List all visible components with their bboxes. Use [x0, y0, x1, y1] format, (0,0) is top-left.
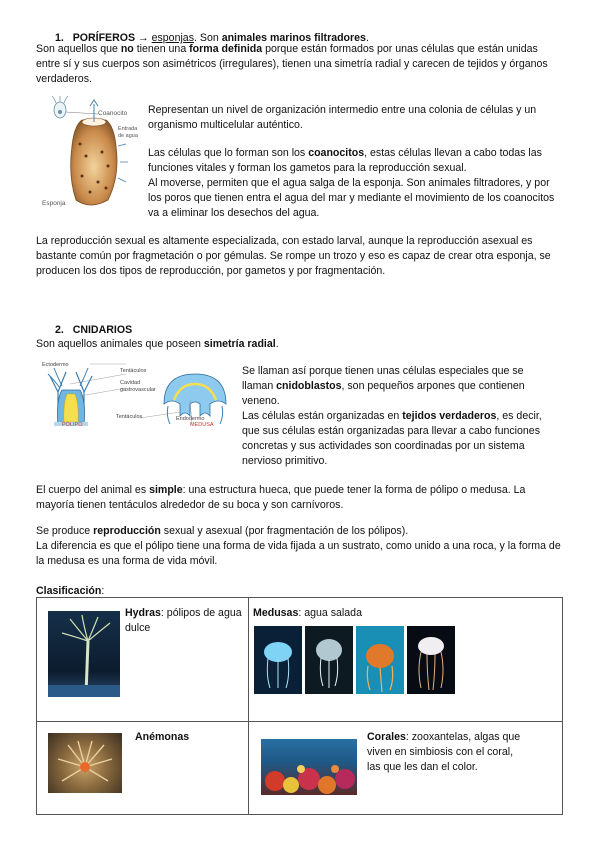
hydras-caption [125, 606, 245, 636]
jellyfish-icon [305, 626, 353, 694]
hydra-image [48, 611, 120, 697]
section1-para4: La reproducción sexual es altamente especializada, con estado larval, aunque la reproducción asexual es bastante común por fragmetación o por gémulas. Se rompe un trozo y eso es capaz de crear otra esponja, se producen los dos tipos de reproducción, por gametos y por fragmentación. [36, 235, 551, 277]
label-esponja: Esponja [42, 200, 66, 207]
label-cavidad: Cavidad gastrovascular [120, 380, 156, 393]
section2-para4 [36, 524, 564, 539]
jellyfish-icon [254, 626, 302, 694]
s2-para4-c: sexual y asexual (por fragmentación de los pólipos). [160, 525, 409, 537]
classification-table [36, 597, 563, 815]
s2-para2-c: , es decir, que sus células están organizadas para llevar a cabo funciones concretas y sus actividades son coordinadas por un sistema nervioso primitivo. [242, 410, 542, 467]
intro-no: no [120, 43, 134, 55]
coral-image [261, 739, 357, 795]
label-polipo: PÓLIPO [62, 422, 83, 428]
anemone-photo [48, 733, 122, 793]
medusas-caption [253, 606, 362, 621]
label-ectodermo: Ectodermo [42, 362, 69, 368]
tejidos-verdaderos-term: tejidos verdaderos [402, 410, 497, 422]
label-coanocito: Coanocito [98, 110, 128, 117]
table-row [37, 598, 563, 722]
intro-text-c: porque están formados por unas células que están unidas entre sí y sus cuerpos son asimétricos (irregulares), tienen una simetría radial y carecen de tejidos y órganos verdaderos. [36, 43, 548, 85]
intro-text-b: tienen una [133, 43, 190, 55]
jellyfish-icon [356, 626, 404, 694]
label-medusa: MEDUSA [190, 422, 214, 428]
cell-corales [249, 722, 563, 815]
section1-intro [36, 42, 564, 87]
label-endodermo: Endodermo [176, 416, 205, 422]
simple-term: simple [149, 484, 183, 496]
heading-sep: . Son [194, 32, 222, 44]
jellyfish-icon [407, 626, 455, 694]
cell-anemonas [37, 722, 249, 815]
section2-para5: La diferencia es que el pólipo tiene una forma de vida fijada a un sustrato, como unido a una roca, y la forma de la medusa es una forma de vida móvil. [36, 540, 561, 567]
s2-para4-a: Se produce [36, 525, 94, 537]
intro-text-a: Son aquellos que [36, 43, 121, 55]
label-tentaculos-bottom: Tentáculos [116, 414, 143, 420]
s2-para2-a: Las células están organizadas en [242, 410, 403, 422]
sponge-illustration [40, 96, 144, 216]
arrow-right-icon: → [138, 32, 149, 44]
anemonas-caption [135, 730, 189, 745]
section1-number: 1. [55, 32, 64, 44]
cnidarian-figure [40, 360, 238, 430]
section2-para3 [36, 483, 564, 513]
clasificacion-colon: : [101, 585, 105, 597]
coanocitos-term: coanocitos [308, 147, 365, 159]
sponge-figure [40, 96, 144, 216]
section2-para2 [242, 409, 542, 469]
section1-para1: Representan un nivel de organización intermedio entre una colonia de células y un organismo multicelular auténtico. [148, 104, 537, 131]
s2-para3-c: : una estructura hueca, que puede tener la forma de pólipo o medusa. La mayoría tienen tentáculos alrededor de su boca y son carnívoros. [36, 484, 526, 511]
table-row [37, 722, 563, 815]
section2-para1 [242, 364, 542, 409]
s2-para1-c: , son pequeños arpones que contienen veneno. [242, 380, 525, 407]
simetria-radial-term: simetría radial [203, 338, 276, 350]
clasificacion-title: Clasificación [36, 585, 102, 597]
label-tentaculos-top: Tentáculos [120, 368, 147, 374]
section2-number: 2. [55, 324, 64, 336]
anemone-image [48, 733, 122, 793]
anemonas-term: Anémonas [135, 731, 190, 743]
s2-para1-a: Se llaman así porque tienen unas células especiales que se llaman [242, 365, 524, 392]
hydras-desc: : pólipos de agua dulce [125, 607, 242, 634]
section1-title: PORÍFEROS [72, 32, 136, 44]
hydra-photo [48, 611, 120, 697]
medusa-photo-2 [305, 626, 353, 694]
section1-para2 [148, 146, 563, 176]
coral-photo [261, 739, 357, 795]
s2-para3-a: El cuerpo del animal es [36, 484, 150, 496]
reproduccion-term: reproducción [93, 525, 161, 537]
cnidoblastos-term: cnidoblastos [276, 380, 342, 392]
para2-text-a: Las células que lo forman son los [148, 147, 309, 159]
medusas-desc: : agua salada [298, 607, 362, 619]
esponjas-link[interactable]: esponjas [151, 32, 194, 44]
medusas-term: Medusas [253, 607, 299, 619]
medusa-photo-1 [254, 626, 302, 694]
medusa-photo-3 [356, 626, 404, 694]
cell-hydras [37, 598, 249, 722]
label-entrada-agua: Entrada de agua [118, 126, 138, 139]
s2-intro-a: Son aquellos animales que poseen [36, 338, 204, 350]
section1-subtitle: animales marinos filtradores [221, 32, 366, 44]
s2-intro-c: . [275, 338, 279, 350]
section2-title: CNIDARIOS [72, 324, 133, 336]
section2-heading [55, 323, 132, 338]
corales-term: Corales [367, 731, 406, 743]
section1-para3: Al moverse, permiten que el agua salga de la esponja. Son animales filtradores, y por los poros que tienen entra el agua del mar y mediante el movimiento de los coanocitos va a eliminar los desechos del agua. [148, 177, 555, 219]
medusa-photo-4 [407, 626, 455, 694]
section2-intro [36, 337, 564, 352]
corales-caption [367, 730, 527, 775]
intro-forma-definida: forma definida [189, 43, 263, 55]
hydras-term: Hydras [125, 607, 161, 619]
corales-desc: : zooxantelas, algas que viven en simbiosis con el coral, las que les dan el color. [367, 731, 521, 773]
heading-end: . [365, 32, 369, 44]
cell-medusas [249, 598, 563, 722]
para2-text-c: , estas células llevan a cabo todas las funciones vitales y forman los gametos para la reproducción sexual. [148, 147, 542, 174]
